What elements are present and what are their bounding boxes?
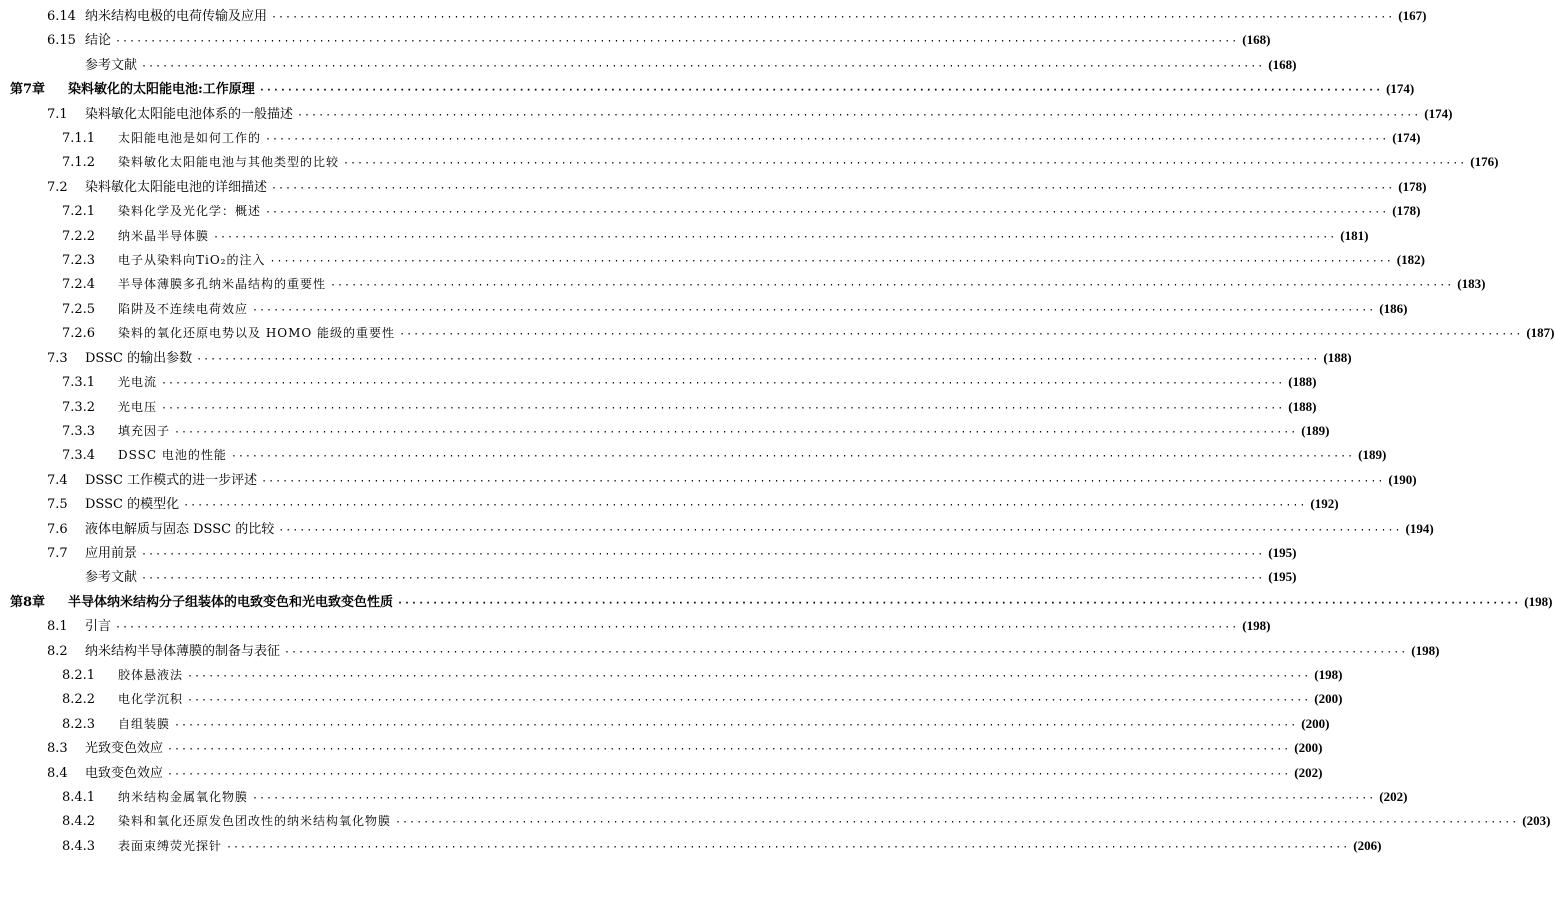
toc-page-number: (198) — [1242, 618, 1271, 634]
toc-chapter-entry[interactable] — [0, 590, 1553, 614]
toc-page-number: (178) — [1392, 203, 1421, 219]
toc-subsection-entry[interactable] — [0, 395, 1317, 419]
toc-dot-leader: ································································································································································ — [187, 670, 1311, 682]
toc-subsection-entry[interactable] — [0, 443, 1387, 467]
toc-page-number: (194) — [1405, 520, 1434, 536]
toc-section-entry[interactable] — [0, 4, 1427, 28]
toc-section-entry[interactable] — [0, 102, 1453, 126]
toc-page-number: (174) — [1424, 105, 1453, 121]
toc-entry-number: 8.2.3 — [62, 716, 96, 732]
toc-page-number: (188) — [1288, 398, 1317, 414]
toc-section-entry[interactable] — [0, 736, 1323, 760]
toc-entry-title: 参考文献 — [85, 570, 138, 586]
toc-entry-number: 7.3 — [47, 350, 68, 366]
toc-dot-leader: ································································································································································ — [397, 597, 1521, 609]
toc-section-entry[interactable] — [0, 175, 1427, 199]
toc-entry-number: 7.1 — [47, 106, 68, 122]
toc-subsection-entry[interactable] — [0, 419, 1330, 443]
toc-entry-number: 7.2.3 — [62, 253, 96, 269]
toc-dot-leader: ································································································································································ — [167, 768, 1291, 780]
toc-subsection-entry[interactable] — [0, 248, 1425, 272]
toc-dot-leader: ································································································································································ — [297, 109, 1421, 121]
toc-dot-leader: ································································································································································ — [161, 378, 1285, 390]
toc-dot-leader: ································································································································································ — [213, 231, 1337, 243]
toc-section-entry[interactable] — [0, 492, 1339, 516]
toc-dot-leader: ································································································································································ — [258, 85, 1383, 97]
toc-subsection-entry[interactable] — [0, 297, 1408, 321]
toc-section-entry[interactable] — [0, 517, 1434, 541]
toc-entry-title: DSSC 的输出参数 — [85, 350, 193, 366]
toc-page-number: (174) — [1392, 130, 1421, 146]
toc-dot-leader: ································································································································································ — [261, 475, 1385, 487]
toc-dot-leader: ································································································································································ — [278, 524, 1402, 536]
toc-page-number: (189) — [1301, 422, 1330, 438]
toc-dot-leader: ································································································································································ — [161, 402, 1285, 414]
toc-subsection-entry[interactable] — [0, 272, 1486, 296]
toc-dot-leader: ································································································································································ — [271, 12, 1395, 23]
toc-subsection-entry[interactable] — [0, 224, 1369, 248]
toc-entry-number: 8.1 — [47, 619, 68, 635]
toc-entry-title: 染料敏化太阳能电池与其他类型的比较 — [118, 155, 340, 170]
toc-page-number: (202) — [1294, 764, 1323, 780]
toc-entry-number: 8.4 — [47, 765, 68, 781]
toc-section-entry[interactable] — [0, 565, 1297, 589]
toc-entry-number: 7.6 — [47, 521, 68, 537]
toc-entry-number: 第7章 — [10, 82, 46, 98]
toc-entry-title: 纳米结构金属氧化物膜 — [118, 790, 249, 804]
toc-entry-title: 染料敏化太阳能电池的详细描述 — [85, 179, 268, 195]
toc-page-number: (186) — [1379, 300, 1408, 316]
toc-page-number: (167) — [1398, 8, 1427, 23]
toc-page-number: (192) — [1310, 496, 1339, 512]
toc-entry-number: 8.4.2 — [62, 814, 96, 830]
toc-entry-number: 7.2.1 — [62, 204, 96, 220]
toc-entry-number: 8.3 — [47, 741, 68, 757]
toc-entry-title: 表面束缚荧光探针 — [118, 838, 223, 853]
toc-entry-number: 7.2 — [47, 179, 68, 195]
toc-entry-title: 应用前景 — [85, 545, 138, 561]
toc-entry-title: 光致变色效应 — [85, 741, 164, 757]
toc-page-number: (200) — [1314, 691, 1343, 707]
toc-section-entry[interactable] — [0, 28, 1271, 52]
toc-entry-title: 半导体薄膜多孔纳米晶结构的重要性 — [118, 277, 327, 292]
toc-section-entry[interactable] — [0, 761, 1323, 785]
toc-entry-number: 8.2.1 — [62, 667, 96, 683]
toc-page-number: (195) — [1268, 544, 1297, 560]
toc-section-entry[interactable] — [0, 53, 1297, 77]
toc-dot-leader: ································································································································································ — [115, 36, 1239, 48]
toc-chapter-entry[interactable] — [0, 77, 1415, 101]
toc-page-number: (188) — [1323, 349, 1352, 365]
toc-dot-leader: ································································································································································ — [174, 719, 1298, 731]
toc-section-entry[interactable] — [0, 346, 1352, 370]
toc-page-number: (168) — [1268, 56, 1297, 72]
toc-page-number: (190) — [1388, 471, 1417, 487]
toc-page-number: (182) — [1396, 252, 1425, 268]
toc-dot-leader: ································································································································································ — [252, 793, 1376, 804]
toc-entry-title: 染料化学及光化学：概述 — [118, 204, 262, 219]
table-of-contents — [0, 4, 1555, 858]
toc-entry-title: 染料敏化太阳能电池体系的一般描述 — [85, 106, 294, 122]
toc-dot-leader: ································································································································································ — [284, 646, 1408, 658]
toc-entry-title: 光电流 — [118, 375, 158, 390]
toc-entry-title: 太阳能电池是如何工作的 — [118, 131, 262, 146]
toc-entry-title: 电致变色效应 — [85, 765, 164, 781]
toc-dot-leader: ································································································································································ — [174, 426, 1298, 438]
toc-subsection-entry[interactable] — [0, 834, 1382, 858]
toc-dot-leader: ································································································································································ — [265, 134, 1389, 146]
toc-dot-leader: ································································································································································ — [183, 500, 1307, 512]
toc-page-number: (174) — [1386, 81, 1415, 97]
toc-subsection-entry[interactable] — [0, 712, 1330, 736]
toc-section-entry[interactable] — [0, 639, 1440, 663]
toc-dot-leader: ································································································································································ — [187, 695, 1311, 707]
toc-dot-leader: ································································································································································ — [395, 817, 1519, 829]
toc-page-number: (200) — [1301, 715, 1330, 731]
toc-entry-title: 液体电解质与固态 DSSC 的比较 — [85, 521, 275, 537]
toc-entry-title: 引言 — [85, 619, 112, 635]
toc-entry-number: 8.2.2 — [62, 692, 96, 708]
toc-entry-number: 7.1.1 — [62, 131, 96, 147]
toc-entry-number: 7.3.4 — [62, 448, 96, 464]
toc-subsection-entry[interactable] — [0, 370, 1317, 394]
toc-entry-number: 7.7 — [47, 545, 68, 561]
toc-entry-number: 7.1.2 — [62, 155, 96, 171]
toc-entry-title: 陷阱及不连续电荷效应 — [118, 301, 249, 316]
toc-subsection-entry[interactable] — [0, 809, 1551, 833]
toc-dot-leader: ································································································································································ — [226, 841, 1350, 853]
toc-page-number: (176) — [1470, 154, 1499, 170]
toc-subsection-entry[interactable] — [0, 199, 1421, 223]
toc-subsection-entry[interactable] — [0, 126, 1421, 150]
toc-entry-title: 电子从染料向TiO₂的注入 — [118, 253, 266, 268]
toc-section-entry[interactable] — [0, 541, 1297, 565]
toc-entry-title: 电化学沉积 — [118, 692, 184, 707]
toc-entry-title: DSSC 工作模式的进一步评述 — [85, 472, 258, 488]
toc-entry-number: 7.3.2 — [62, 399, 96, 415]
toc-entry-number: 7.2.6 — [62, 326, 96, 342]
toc-dot-leader: ································································································································································ — [265, 207, 1389, 219]
toc-entry-title: 染料和氧化还原发色团改性的纳米结构氧化物膜 — [118, 814, 392, 829]
toc-dot-leader: ································································································································································ — [115, 622, 1239, 634]
toc-entry-number: 7.4 — [47, 472, 68, 488]
toc-page-number: (202) — [1379, 789, 1408, 804]
toc-entry-number: 8.2 — [47, 643, 68, 659]
toc-entry-title: 自组装膜 — [118, 716, 171, 731]
toc-dot-leader: ································································································································································ — [141, 60, 1265, 72]
toc-entry-title: 染料的氧化还原电势以及 HOMO 能级的重要性 — [118, 326, 396, 341]
toc-dot-leader: ································································································································································ — [330, 280, 1454, 292]
toc-subsection-entry[interactable] — [0, 321, 1555, 345]
toc-entry-title: 纳米结构电极的电荷传输及应用 — [85, 9, 268, 24]
toc-dot-leader: ································································································································································ — [167, 744, 1291, 756]
toc-page-number: (188) — [1288, 374, 1317, 390]
toc-entry-number: 第8章 — [10, 594, 46, 610]
toc-entry-title: 胶体悬液法 — [118, 667, 184, 682]
toc-page-number: (178) — [1398, 178, 1427, 194]
toc-section-entry[interactable] — [0, 468, 1417, 492]
toc-entry-title: 纳米结构半导体薄膜的制备与表征 — [85, 643, 281, 659]
toc-page-number: (206) — [1353, 837, 1382, 853]
toc-page-number: (200) — [1294, 740, 1323, 756]
toc-entry-number: 6.14 — [47, 9, 76, 24]
toc-entry-title: 参考文献 — [85, 57, 138, 73]
toc-dot-leader: ································································································································································ — [252, 304, 1376, 316]
toc-entry-number: 8.4.3 — [62, 838, 96, 854]
toc-entry-title: 纳米晶半导体膜 — [118, 228, 210, 243]
toc-page-number: (181) — [1340, 227, 1369, 243]
toc-dot-leader: ································································································································································ — [196, 353, 1320, 365]
toc-entry-number: 8.4.1 — [62, 790, 96, 805]
toc-section-entry[interactable] — [0, 614, 1271, 638]
toc-page-number: (198) — [1314, 666, 1343, 682]
toc-subsection-entry[interactable] — [0, 785, 1408, 809]
toc-subsection-entry[interactable] — [0, 150, 1499, 174]
toc-entry-number: 7.2.4 — [62, 277, 96, 293]
toc-page-number: (189) — [1358, 447, 1387, 463]
toc-entry-title: 染料敏化的太阳能电池:工作原理 — [68, 82, 255, 98]
toc-page-number: (195) — [1268, 569, 1297, 585]
toc-entry-number: 7.3.1 — [62, 375, 96, 391]
toc-dot-leader: ································································································································································ — [141, 573, 1265, 585]
toc-page-number: (183) — [1457, 276, 1486, 292]
toc-entry-number: 7.3.3 — [62, 423, 96, 439]
toc-dot-leader: ································································································································································ — [141, 548, 1265, 560]
toc-page-number: (187) — [1526, 325, 1555, 341]
toc-entry-title: 填充因子 — [118, 423, 171, 438]
toc-entry-title: DSSC 电池的性能 — [118, 448, 227, 463]
toc-page-number: (168) — [1242, 32, 1271, 48]
toc-entry-title: 光电压 — [118, 399, 158, 414]
toc-dot-leader: ································································································································································ — [230, 451, 1355, 463]
toc-page-number: (203) — [1522, 813, 1551, 829]
toc-entry-number: 7.2.2 — [62, 228, 96, 244]
toc-dot-leader: ································································································································································ — [269, 256, 1393, 268]
toc-entry-title: 半导体纳米结构分子组装体的电致变色和光电致变色性质 — [68, 594, 394, 610]
toc-dot-leader: ································································································································································ — [343, 158, 1467, 170]
toc-entry-title: 结论 — [85, 33, 112, 49]
toc-dot-leader: ································································································································································ — [271, 182, 1395, 194]
toc-entry-title: DSSC 的模型化 — [85, 497, 180, 513]
toc-subsection-entry[interactable] — [0, 663, 1343, 687]
toc-entry-number: 7.5 — [47, 497, 68, 513]
toc-subsection-entry[interactable] — [0, 687, 1343, 711]
toc-dot-leader: ································································································································································ — [399, 329, 1523, 341]
toc-page-number: (198) — [1411, 642, 1440, 658]
toc-entry-number: 6.15 — [47, 33, 76, 49]
toc-page-number: (198) — [1524, 593, 1553, 609]
toc-entry-number: 7.2.5 — [62, 301, 96, 317]
